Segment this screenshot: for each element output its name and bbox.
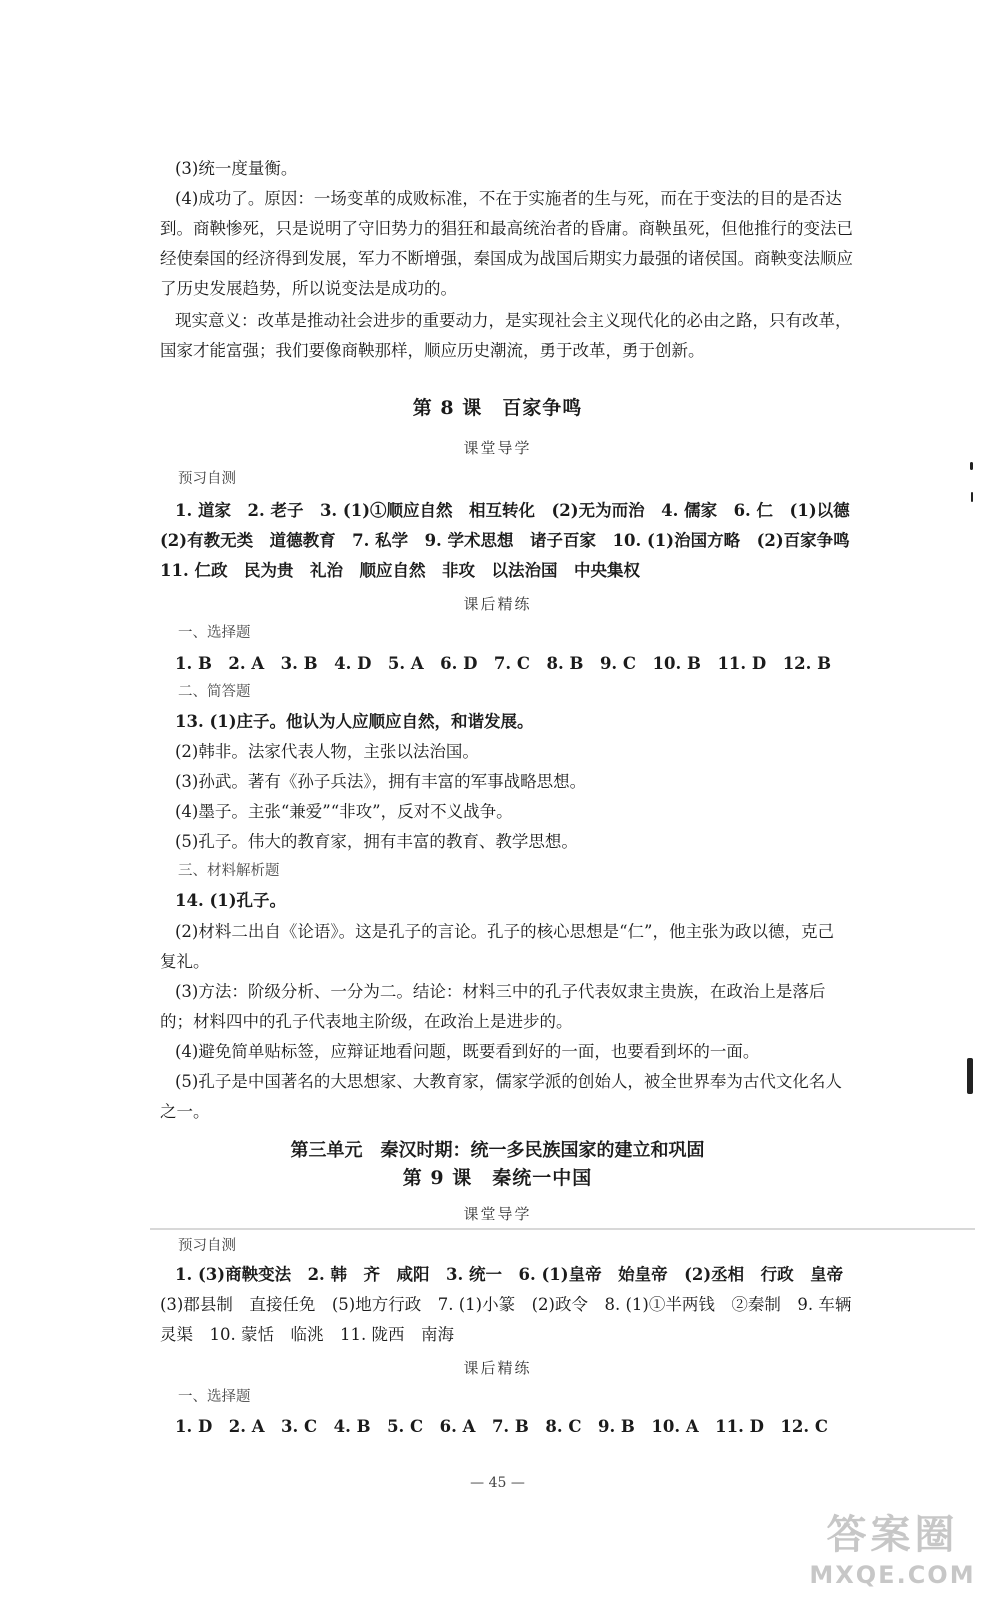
answer-line: (3)方法：阶级分析、一分为二。结论：材料三中的孔子代表奴隶主贵族，在政治上是落后 [175, 982, 826, 1001]
lesson-title: 第 9 课 秦统一中国 [402, 1167, 593, 1189]
answer-line: 1. B 2. A 3. B 4. D 5. A 6. D 7. C 8. B 9. C 10. B 11. D 12. B [175, 654, 832, 673]
answer-line: (5)孔子是中国著名的大思想家、大教育家，儒家学派的创始人，被全世界奉为古代文化名人 [175, 1072, 842, 1091]
answer-line: (4)墨子。主张“兼爱”“非攻”，反对不义战争。 [175, 802, 513, 821]
answer-line: 到。商鞅惨死，只是说明了守旧势力的猖狂和最高统治者的昏庸。商鞅虽死，但他推行的变法已 [160, 219, 853, 238]
subsection-heading: 预习自测 [178, 1238, 236, 1254]
answer-line: 的；材料四中的孔子代表地主阶级，在政治上是进步的。 [160, 1012, 573, 1031]
unit-title: 第三单元 秦汉时期：统一多民族国家的建立和巩固 [290, 1140, 705, 1161]
lesson-title: 第 8 课 百家争鸣 [412, 397, 583, 419]
answer-line: (4)成功了。原因：一场变革的成败标准，不在于实施者的生与死，而在于变法的目的是否达 [175, 189, 842, 208]
answer-line: (2)韩非。法家代表人物，主张以法治国。 [175, 742, 479, 761]
scan-artifact-line [150, 1228, 975, 1230]
answer-line: 1. (3)商鞅变法 2. 韩 齐 咸阳 3. 统一 6. (1)皇帝 始皇帝 (2)丞相 行政 皇帝 [175, 1265, 844, 1284]
subsection-heading: 二、简答题 [178, 684, 251, 700]
answer-line: (3)孙武。著有《孙子兵法》，拥有丰富的军事战略思想。 [175, 772, 587, 791]
answer-line: 了历史发展趋势，所以说变法是成功的。 [160, 279, 457, 298]
section-heading: 课堂导学 [463, 1205, 532, 1223]
subsection-heading: 预习自测 [178, 471, 236, 487]
answer-line: (2)材料二出自《论语》。这是孔子的言论。孔子的核心思想是“仁”，他主张为政以德，克己 [175, 922, 834, 941]
answer-line: 现实意义：改革是推动社会进步的重要动力，是实现社会主义现代化的必由之路，只有改革， [175, 311, 852, 330]
scan-stain [970, 462, 973, 470]
answer-line: 国家才能富强；我们要像商鞅那样，顺应历史潮流，勇于改革，勇于创新。 [160, 341, 705, 360]
subsection-heading: 三、材料解析题 [178, 863, 280, 879]
answer-line: 13. (1)庄子。他认为人应顺应自然，和谐发展。 [175, 712, 534, 731]
answer-line: 之一。 [160, 1102, 210, 1121]
subsection-heading: 一、选择题 [178, 1389, 251, 1405]
answer-line: 经使秦国的经济得到发展，军力不断增强，秦国成为战国后期实力最强的诸侯国。商鞅变法顺应 [160, 249, 853, 268]
answer-line: 1. 道家 2. 老子 3. (1)①顺应自然 相互转化 (2)无为而治 4. 儒家 6. 仁 (1)以德 [175, 501, 850, 520]
section-heading: 课堂导学 [463, 439, 532, 457]
scan-stain [971, 492, 973, 502]
answer-line: 复礼。 [160, 952, 210, 971]
section-heading: 课后精练 [463, 1359, 532, 1377]
answer-line: (4)避免简单贴标签，应辩证地看问题，既要看到好的一面，也要看到坏的一面。 [175, 1042, 760, 1061]
page-number: — 45 — [470, 1475, 525, 1491]
answer-line: (5)孔子。伟大的教育家，拥有丰富的教育、教学思想。 [175, 832, 578, 851]
answer-line: 1. D 2. A 3. C 4. B 5. C 6. A 7. B 8. C 9. B 10. A 11. D 12. C [175, 1417, 828, 1436]
scan-stain [967, 1058, 973, 1094]
watermark-top-text: 答案圈 [826, 1512, 959, 1558]
answer-line: (2)有教无类 道德教育 7. 私学 9. 学术思想 诸子百家 10. (1)治国方略 (2)百家争鸣 [160, 531, 850, 550]
subsection-heading: 一、选择题 [178, 625, 251, 641]
answer-line: 11. 仁政 民为贵 礼治 顺应自然 非攻 以法治国 中央集权 [160, 561, 640, 580]
site-watermark-logo [790, 1510, 995, 1600]
answer-line: (3)统一度量衡。 [175, 159, 298, 178]
section-heading: 课后精练 [463, 595, 532, 613]
watermark-bottom-text: MXQE.COM [809, 1561, 976, 1589]
answer-line: (3)郡县制 直接任免 (5)地方行政 7. (1)小篆 (2)政令 8. (1)①半两钱 ②秦制 9. 车辆 [160, 1295, 852, 1314]
answer-line: 灵渠 10. 蒙恬 临洮 11. 陇西 南海 [160, 1325, 454, 1344]
answer-line: 14. (1)孔子。 [175, 891, 287, 910]
